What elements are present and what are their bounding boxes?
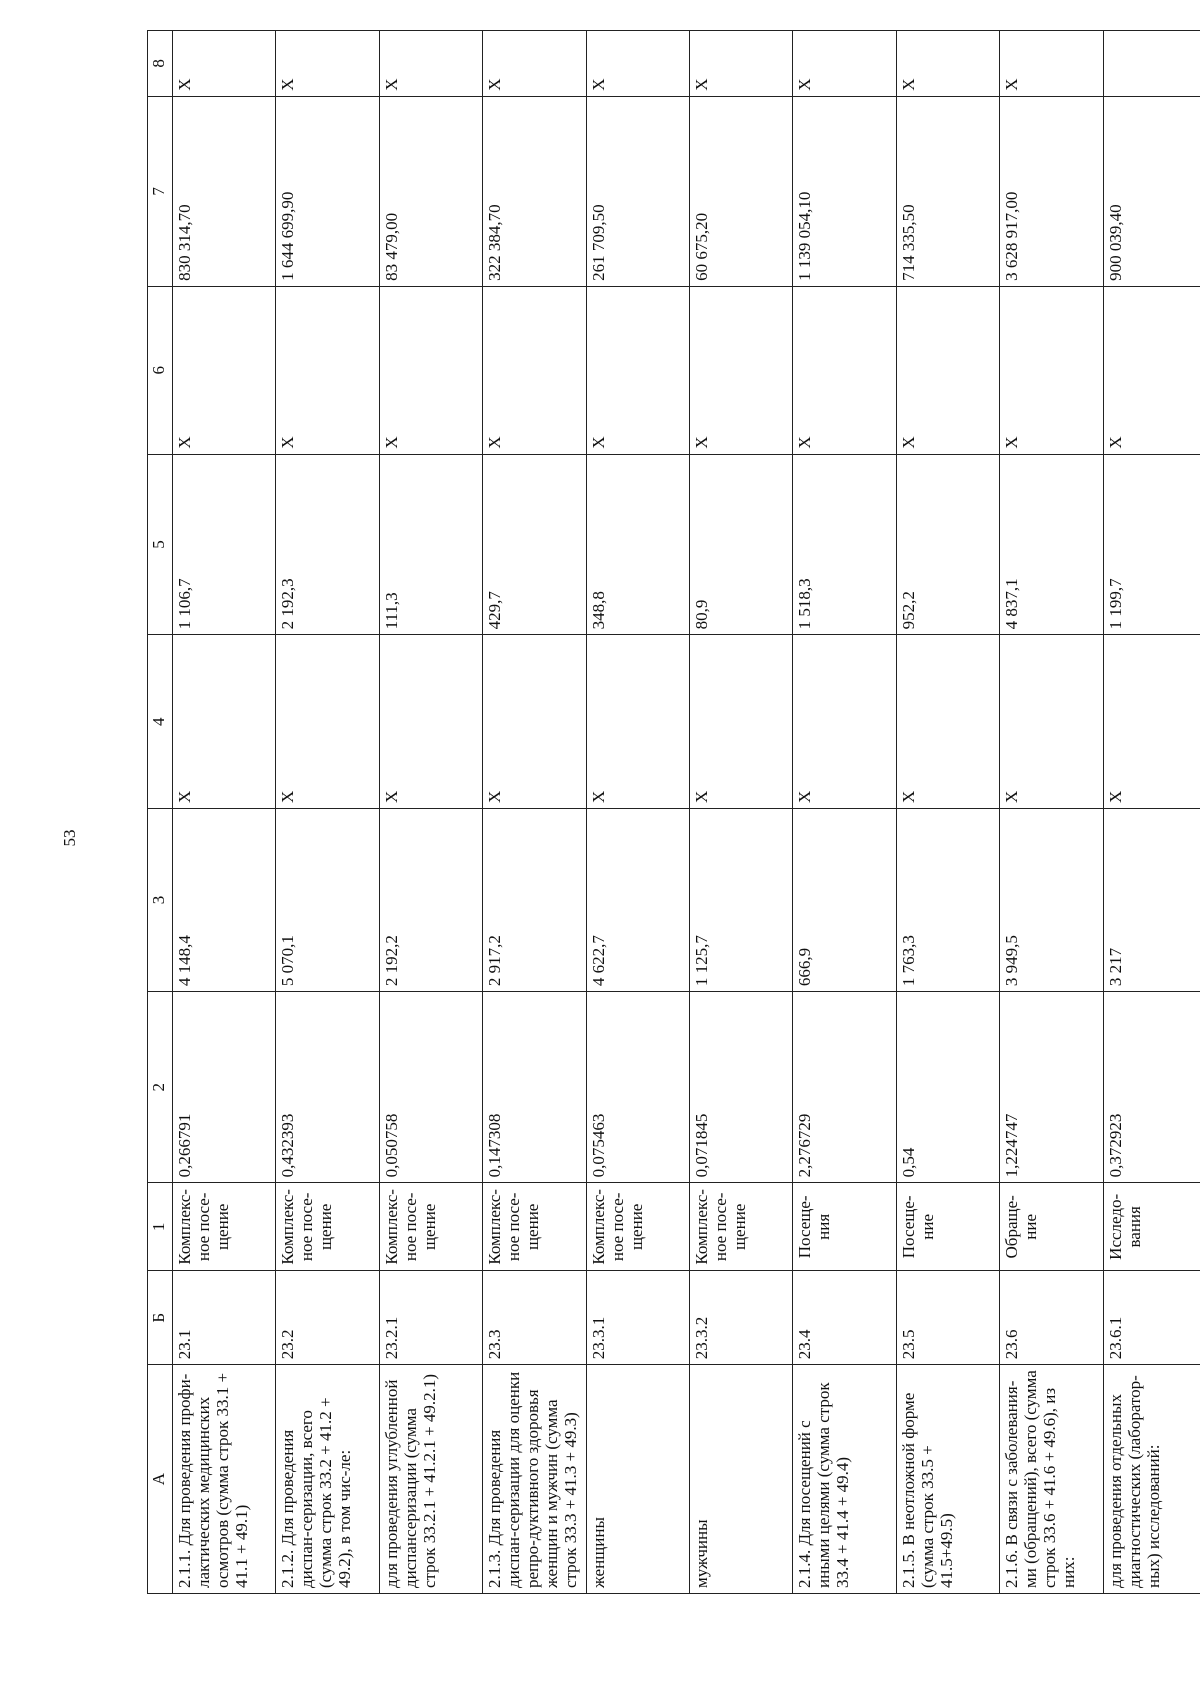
value-col-7: 830 314,70 [173,96,276,286]
value-col-5: 348,8 [586,454,689,635]
value-col-5: 4 837,1 [1000,454,1103,635]
value-col-3: 1 125,7 [689,809,792,992]
value-col-5: 1 199,7 [1103,454,1200,635]
row-description: мужчины [689,1365,792,1594]
header-row [148,31,173,1594]
column-header: 8 [148,31,173,97]
table-row [379,31,482,1594]
value-col-8: Х [896,31,999,97]
unit-cell: Комплекс-ное посе-щение [586,1183,689,1271]
value-col-5: 1 518,3 [793,454,896,635]
row-description: для проведения отдельных диагностических (лаборатор-ных) исследований: [1103,1365,1200,1594]
value-col-2: 0,432393 [276,992,379,1183]
column-header: 5 [148,454,173,635]
row-code: 23.1 [173,1271,276,1365]
column-header: 6 [148,286,173,454]
value-col-7: 714 335,50 [896,96,999,286]
value-col-7: 900 039,40 [1103,96,1200,286]
unit-cell: Обраще-ние [1000,1183,1103,1271]
value-col-6: Х [276,286,379,454]
rotated-table-wrapper [147,30,1200,1594]
value-col-2: 0,050758 [379,992,482,1183]
value-col-3: 4 622,7 [586,809,689,992]
value-col-7: 83 479,00 [379,96,482,286]
unit-cell: Комплекс-ное посе-щение [173,1183,276,1271]
table-row [1103,31,1200,1594]
table-row [793,31,896,1594]
value-col-2: 1,224747 [1000,992,1103,1183]
value-col-2: 0,075463 [586,992,689,1183]
value-col-8: Х [173,31,276,97]
value-col-3: 5 070,1 [276,809,379,992]
table-row [276,31,379,1594]
value-col-4: Х [793,635,896,809]
column-header: А [148,1365,173,1594]
column-header: Б [148,1271,173,1365]
table-row [896,31,999,1594]
value-col-3: 3 949,5 [1000,809,1103,992]
value-col-6: Х [483,286,586,454]
row-description: 2.1.1. Для проведения профи-лактических медицинских осмотров (сумма строк 33.1 + 41.1 + 49.1) [173,1365,276,1594]
column-header: 2 [148,992,173,1183]
value-col-8: Х [793,31,896,97]
table-row [173,31,276,1594]
value-col-6: Х [896,286,999,454]
value-col-4: Х [689,635,792,809]
value-col-3: 2 192,2 [379,809,482,992]
unit-cell: Комплекс-ное посе-щение [276,1183,379,1271]
row-description: 2.1.5. В неотложной форме (сумма строк 33.5 + 41.5+49.5) [896,1365,999,1594]
value-col-6: Х [689,286,792,454]
page-number: 53 [60,829,79,847]
row-description: женщины [586,1365,689,1594]
value-col-6: Х [1103,286,1200,454]
value-col-5: 1 106,7 [173,454,276,635]
unit-cell: Посеще-ние [896,1183,999,1271]
column-header: 4 [148,635,173,809]
value-col-2: 0,147308 [483,992,586,1183]
column-header: 7 [148,96,173,286]
row-code: 23.6.1 [1103,1271,1200,1365]
value-col-7: 1 139 054,10 [793,96,896,286]
unit-cell: Комплекс-ное посе-щение [689,1183,792,1271]
value-col-2: 0,372923 [1103,992,1200,1183]
value-col-5: 429,7 [483,454,586,635]
table-body [173,31,1200,1594]
table-row [1000,31,1103,1594]
value-col-7: 1 644 699,90 [276,96,379,286]
value-col-6: Х [793,286,896,454]
row-description: 2.1.2. Для проведения диспан-серизации, всего (сумма строк 33.2 + 41.2 + 49.2), в том чис-ле: [276,1365,379,1594]
table-row [689,31,792,1594]
value-col-8: Х [379,31,482,97]
unit-cell: Комплекс-ное посе-щение [379,1183,482,1271]
value-col-2: 0,071845 [689,992,792,1183]
unit-cell: Посеще-ния [793,1183,896,1271]
value-col-3: 3 217 [1103,809,1200,992]
row-description: для проведения углубленной диспансеризации (сумма строк 33.2.1 + 41.2.1 + 49.2.1) [379,1365,482,1594]
data-table [147,30,1200,1594]
row-code: 23.2.1 [379,1271,482,1365]
value-col-8: Х [689,31,792,97]
table-row [483,31,586,1594]
table-row [586,31,689,1594]
value-col-8: Х [1000,31,1103,97]
value-col-7: 322 384,70 [483,96,586,286]
row-description: 2.1.3. Для проведения диспан-серизации для оценки репро-дуктивного здоровья женщин и мужчин (сумма строк 33.3 + 41.3 + 49.3) [483,1365,586,1594]
value-col-8: Х [586,31,689,97]
value-col-2: 0,266791 [173,992,276,1183]
row-description: 2.1.4. Для посещений с иными целями (сумма строк 33.4 + 41.4 + 49.4) [793,1365,896,1594]
value-col-4: Х [1000,635,1103,809]
unit-cell: Комплекс-ное посе-щение [483,1183,586,1271]
value-col-6: Х [586,286,689,454]
row-code: 23.5 [896,1271,999,1365]
value-col-4: Х [1103,635,1200,809]
value-col-4: Х [896,635,999,809]
column-header: 1 [148,1183,173,1271]
value-col-3: 2 917,2 [483,809,586,992]
value-col-5: 80,9 [689,454,792,635]
value-col-4: Х [173,635,276,809]
value-col-8 [1103,31,1200,97]
value-col-5: 111,3 [379,454,482,635]
value-col-5: 952,2 [896,454,999,635]
value-col-4: Х [379,635,482,809]
value-col-4: Х [483,635,586,809]
row-description: 2.1.6. В связи с заболевания-ми (обращений), всего (сумма строк 33.6 + 41.6 + 49.6), из них: [1000,1365,1103,1594]
value-col-2: 0,54 [896,992,999,1183]
value-col-8: Х [276,31,379,97]
value-col-6: Х [1000,286,1103,454]
value-col-4: Х [276,635,379,809]
value-col-4: Х [586,635,689,809]
unit-cell: Исследо-вания [1103,1183,1200,1271]
value-col-6: Х [379,286,482,454]
value-col-2: 2,276729 [793,992,896,1183]
row-code: 23.3.2 [689,1271,792,1365]
row-code: 23.3 [483,1271,586,1365]
row-code: 23.2 [276,1271,379,1365]
value-col-3: 4 148,4 [173,809,276,992]
row-code: 23.6 [1000,1271,1103,1365]
value-col-7: 60 675,20 [689,96,792,286]
value-col-6: Х [173,286,276,454]
value-col-3: 666,9 [793,809,896,992]
value-col-7: 261 709,50 [586,96,689,286]
row-code: 23.4 [793,1271,896,1365]
value-col-3: 1 763,3 [896,809,999,992]
value-col-7: 3 628 917,00 [1000,96,1103,286]
row-code: 23.3.1 [586,1271,689,1365]
value-col-5: 2 192,3 [276,454,379,635]
value-col-8: Х [483,31,586,97]
column-header: 3 [148,809,173,992]
